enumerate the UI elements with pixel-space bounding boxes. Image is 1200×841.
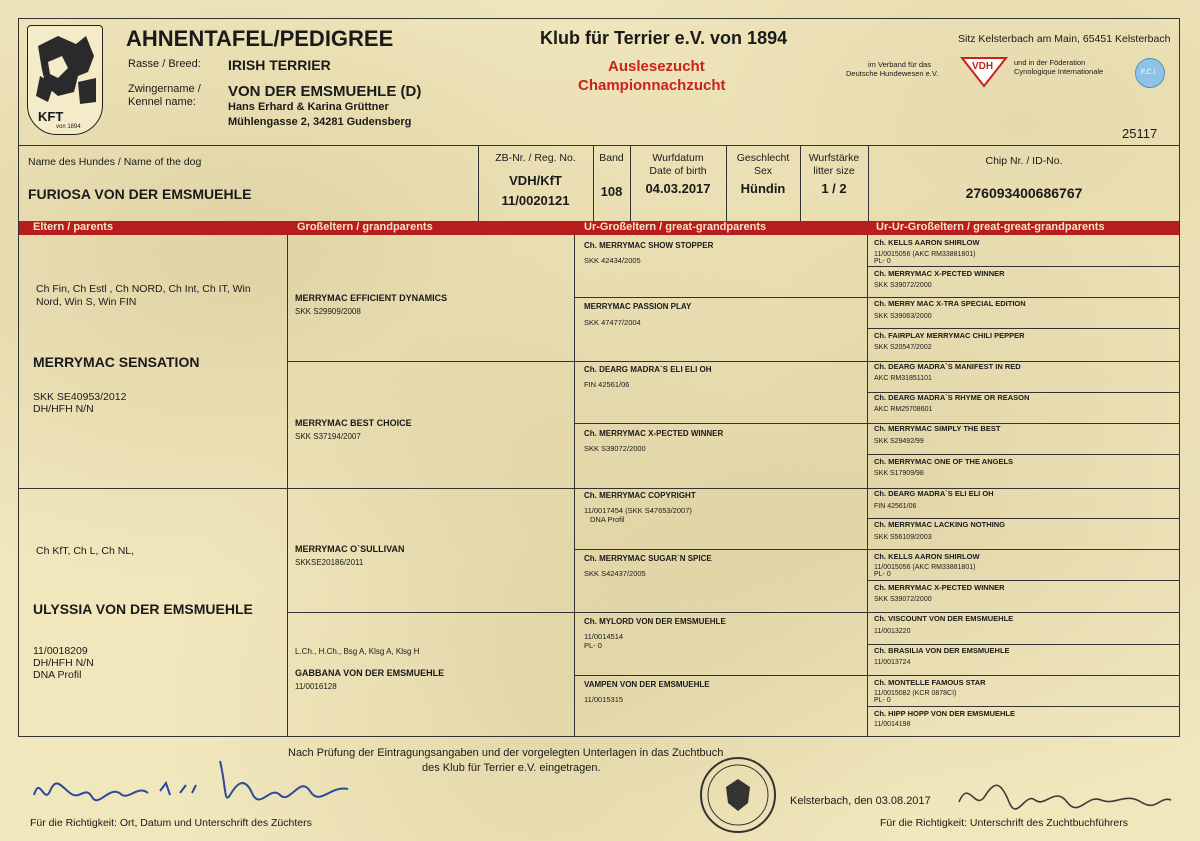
divider [574,297,1180,298]
gg-reg: SKK S39072/2000 [874,596,932,603]
breeder-name: Hans Erhard & Karina Grüttner [228,101,389,113]
divider [574,235,575,737]
dam-dna: DNA Profil [33,669,82,681]
gg-name: Ch. MERRYMAC ONE OF THE ANGELS [874,457,1014,466]
band-value: 108 [600,184,623,199]
gg-extra: PL- 0 [874,571,891,578]
gg-reg: FIN 42561/06 [874,503,917,510]
divider [287,361,1180,362]
divider [287,235,288,737]
breed-value: IRISH TERRIER [228,57,331,73]
breeder-address: Mühlengasse 2, 34281 Gudensberg [228,116,412,128]
vdh-logo-text: VDH [972,61,994,72]
divider [867,454,1180,455]
divider [867,328,1180,329]
grandparent-titles: L.Ch., H.Ch., Bsg A, Klsg A, Klsg H [295,647,420,656]
stamp-terrier-icon [702,759,774,831]
great-grandparent-reg: SKK S39072/2000 [584,444,646,453]
fci-text-2: Cynologique Internationale [1014,67,1104,76]
gg-name: Ch. KELLS AARON SHIRLOW [874,238,980,247]
grandparent-reg: 11/0016128 [295,682,337,691]
gg-reg: 11/0015082 (KCR 0878CI) [874,690,957,697]
gg-name: Ch. MERRYMAC SIMPLY THE BEST [874,424,1001,433]
great-grandparent-extra: DNA Profil [590,515,625,524]
chip-label: Chip Nr. / ID-No. [985,155,1063,167]
divider [574,549,1180,550]
divider [287,612,1180,613]
gg-name: Ch. MERRYMAC X-PECTED WINNER [874,269,1005,278]
sex-value: Hündin [740,181,786,196]
breeder-signature-icon [30,755,360,815]
great-grandparent-reg: SKK S42437/2005 [584,569,646,578]
sire-health: DH/HFH N/N [33,403,94,415]
gg-extra: PL- 0 [874,258,891,265]
generation-header-bar [19,221,1179,235]
gg-extra: PL- 0 [874,697,891,704]
sex-label-1: Geschlecht [736,152,790,164]
col-parents: Eltern / parents [33,221,114,233]
great-grandparent-reg: 11/0014514 [584,632,624,641]
divider [18,488,1180,489]
gg-reg: AKC RM31851101 [874,375,932,382]
gg-reg: SKK S29492/99 [874,438,924,445]
great-grandparent-reg: SKK 47477/2004 [584,318,641,327]
divider [574,675,1180,676]
grandparent-reg: SKK S29909/2008 [295,307,361,316]
great-grandparent-name: Ch. MERRYMAC SUGAR`N SPICE [584,554,712,563]
gg-reg: AKC RM25708601 [874,406,933,413]
great-grandparent-name: Ch. MERRYMAC X-PECTED WINNER [584,429,724,438]
document-title: AHNENTAFEL/PEDIGREE [126,26,394,51]
registrar-place-date: Kelsterbach, den 03.08.2017 [790,795,931,807]
confirmation-line-1: Nach Prüfung der Eintragungsangaben und der vorgelegten Unterlagen in das Zuchtbuch [288,747,724,759]
sire-reg: SKK SE40953/2012 [33,391,127,403]
breeder-caption: Für die Richtigkeit: Ort, Datum und Unterschrift des Züchters [30,817,312,829]
divider [867,518,1180,519]
dob-label-2: Date of birth [649,165,707,177]
great-grandparent-name: VAMPEN VON DER EMSMUEHLE [584,680,710,689]
chip-value: 276093400686767 [965,185,1083,201]
gg-name: Ch. KELLS AARON SHIRLOW [874,552,980,561]
fci-text-1: und in der Föderation [1014,58,1086,67]
fci-logo-text: F.C.I [1141,69,1156,76]
great-grandparent-name: MERRYMAC PASSION PLAY [584,302,692,311]
reg-label: ZB-Nr. / Reg. No. [495,152,576,164]
gg-name: Ch. MERRYMAC X-PECTED WINNER [874,583,1005,592]
great-grandparent-reg: SKK 42434/2005 [584,256,641,265]
litter-value: 1 / 2 [821,181,847,196]
dog-name: FURIOSA VON DER EMSMUEHLE [28,186,252,202]
great-grandparent-name: Ch. DEARG MADRA`S ELI ELI OH [584,365,712,374]
great-grandparent-extra: PL- 0 [584,641,602,650]
sire-titles-1: Ch Fin, Ch Estl , Ch NORD, Ch Int, Ch IT, Win [36,283,251,295]
great-grandparent-name: Ch. MYLORD VON DER EMSMUEHLE [584,617,726,626]
litter-label-1: Wurfstärke [808,152,860,164]
divider [867,644,1180,645]
status-auslesezucht: Auslesezucht [608,58,705,75]
kennel-value: VON DER EMSMUEHLE (D) [228,83,422,100]
grandparent-reg: SKK S37194/2007 [295,432,361,441]
grandparent-name: MERRYMAC BEST CHOICE [295,418,412,428]
gg-name: Ch. MERRY MAC X-TRA SPECIAL EDITION [874,299,1026,308]
confirmation-line-2: des Klub für Terrier e.V. eingetragen. [422,762,601,774]
dam-reg: 11/0018209 [33,645,88,657]
gg-reg: 11/0015056 (AKC RM33881801) [874,251,976,258]
club-seat: Sitz Kelsterbach am Main, 65451 Kelsterbach [958,33,1171,45]
registrar-caption: Für die Richtigkeit: Unterschrift des Zuchtbuchführers [880,817,1129,829]
dam-titles: Ch KfT, Ch L, Ch NL, [36,545,135,557]
sex-label-2: Sex [753,165,773,177]
gg-reg: SKK S17909/98 [874,470,924,477]
great-grandparent-reg: 11/0015315 [584,695,624,704]
gg-name: Ch. BRASILIA VON DER EMSMUEHLE [874,646,1010,655]
gg-reg: 11/0015056 (AKC RM33881801) [874,564,976,571]
vdh-text-2: Deutsche Hundewesen e.V. [846,69,939,78]
dob-value: 04.03.2017 [645,181,711,196]
logo-year: von 1894 [56,124,81,130]
gg-name: Ch. HIPP HOPP VON DER EMSMUEHLE [874,709,1015,718]
divider-top [18,145,1180,146]
logo-text: KFT [38,109,64,124]
breed-label: Rasse / Breed: [128,58,201,70]
divider [867,580,1180,581]
vdh-text-1: im Verband für das [868,60,931,69]
document-number: 25117 [1122,126,1158,141]
gg-reg: SKK S20547/2002 [874,344,932,351]
great-grandparent-reg: FIN 42561/06 [584,380,630,389]
grandparent-name: MERRYMAC O`SULLIVAN [295,544,405,554]
dam-name: ULYSSIA VON DER EMSMUEHLE [33,601,253,617]
grandparent-name: MERRYMAC EFFICIENT DYNAMICS [295,293,448,303]
col-great-great-grandparents: Ur-Ur-Großeltern / great-great-grandparents [876,221,1105,233]
reg-prefix: VDH/KfT [509,173,562,188]
gg-name: Ch. VISCOUNT VON DER EMSMUEHLE [874,614,1014,623]
dam-health: DH/HFH N/N [33,657,94,669]
dob-label-1: Wurfdatum [652,152,704,164]
gg-name: Ch. FAIRPLAY MERRYMAC CHILI PEPPER [874,331,1025,340]
official-stamp [700,757,776,833]
grandparent-name: GABBANA VON DER EMSMUEHLE [295,668,445,678]
club-name: Klub für Terrier e.V. von 1894 [540,28,788,48]
great-grandparent-reg: 11/0017454 (SKK S47653/2007) [584,506,692,515]
gg-reg: SKK S39072/2000 [874,282,932,289]
gg-reg: 11/0014198 [874,721,911,728]
gg-reg: SKK S39063/2000 [874,313,932,320]
great-grandparent-name: Ch. MERRYMAC SHOW STOPPER [584,241,714,250]
gg-reg: 11/0013724 [874,659,911,666]
col-great-grandparents: Ur-Großeltern / great-grandparents [584,221,767,233]
registrar-signature-icon [955,772,1175,817]
sire-name: MERRYMAC SENSATION [33,354,200,370]
gg-name: Ch. MERRYMAC LACKING NOTHING [874,520,1005,529]
gg-name: Ch. MONTELLE FAMOUS STAR [874,678,986,687]
reg-number: 11/0020121 [501,193,570,208]
dog-name-label: Name des Hundes / Name of the dog [28,156,202,168]
kennel-label-2: Kennel name: [128,96,196,108]
divider [867,706,1180,707]
col-grandparents: Großeltern / grandparents [297,221,433,233]
sire-titles-2: Nord, Win S, Win FIN [36,296,137,308]
gg-reg: 11/0013220 [874,628,911,635]
kennel-label-1: Zwingername / [128,83,201,95]
gg-name: Ch. DEARG MADRA`S MANIFEST IN RED [874,362,1021,371]
gg-name: Ch. DEARG MADRA`S RHYME OR REASON [874,393,1030,402]
grandparent-reg: SKKSE20186/2011 [295,558,364,567]
great-grandparent-name: Ch. MERRYMAC COPYRIGHT [584,491,696,500]
band-label: Band [599,152,624,164]
gg-reg: SKK S56109/2003 [874,534,932,541]
divider [867,266,1180,267]
pedigree-frame [18,18,1180,737]
status-championnachzucht: Championnachzucht [578,77,726,94]
litter-label-2: litter size [813,165,855,177]
gg-name: Ch. DEARG MADRA`S ELI ELI OH [874,489,994,498]
divider [867,235,868,737]
